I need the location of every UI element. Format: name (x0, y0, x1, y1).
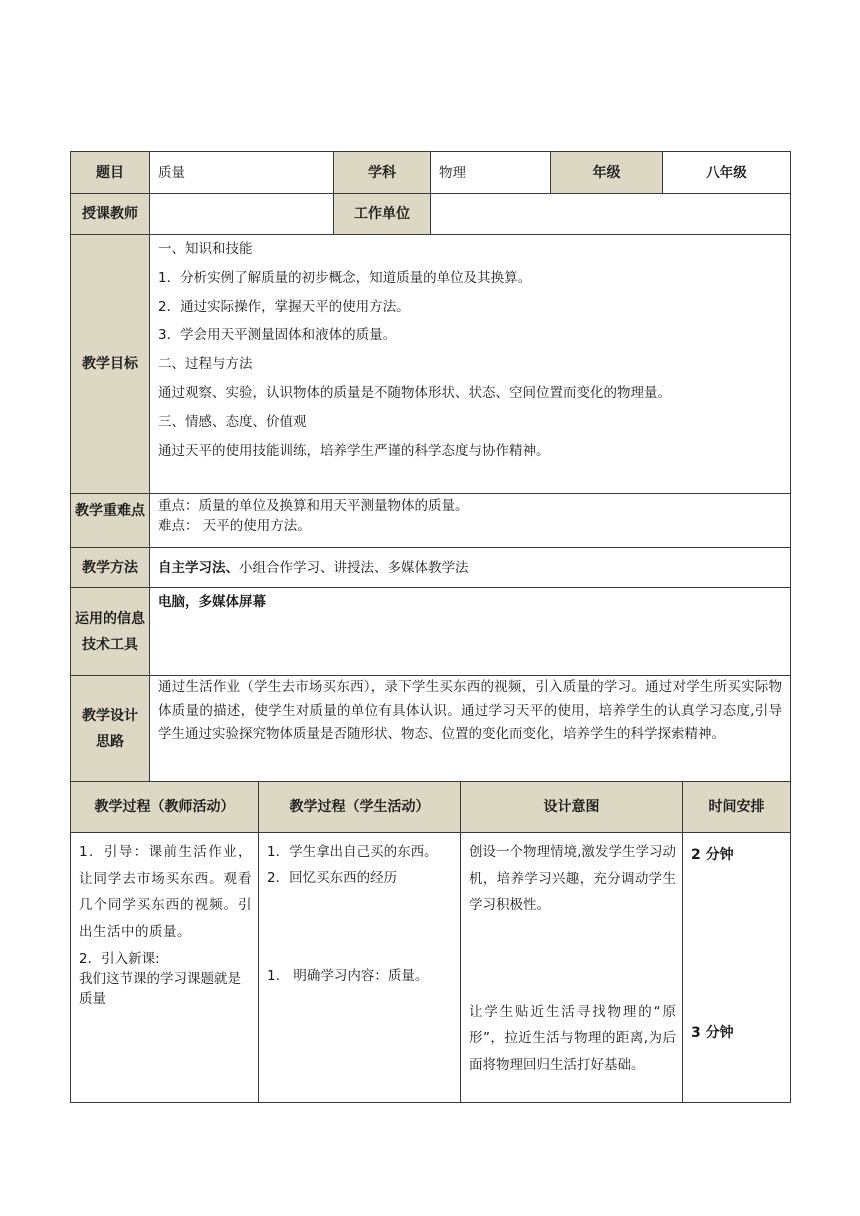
teacher-activity-cell (71, 833, 259, 1103)
student-step-2: 2．回忆买东西的经历 (267, 870, 398, 886)
methods-content (150, 548, 791, 588)
key-points-label: 教学重难点 (71, 494, 150, 548)
objective-line: 一、知识和技能 (158, 241, 253, 257)
student-step-1: 1．学生拿出自己买的东西。 (267, 844, 438, 860)
topic-value: 质量 (150, 152, 334, 194)
subject-label: 学科 (334, 152, 431, 194)
time-2: 3 分钟 (691, 1025, 734, 1041)
teacher-step-2-body: 我们这节课的学习课题就是质量 (79, 971, 241, 1007)
unit-value (431, 194, 791, 235)
objective-line: 1．分析实例了解质量的初步概念，知道质量的单位及其换算。 (158, 269, 532, 286)
objective-line: 二、过程与方法 (158, 356, 253, 373)
unit-label: 工作单位 (334, 194, 431, 235)
objectives-label: 教学目标 (71, 235, 150, 494)
teacher-step-1: 1．引导：课前生活作业，让同学去市场买东西。观看几个同学买东西的视频。引出生活中的质量。 (79, 844, 252, 940)
col-time: 时间安排 (683, 782, 791, 833)
col-student-activity: 教学过程（学生活动） (259, 782, 461, 833)
key-points-content (150, 494, 791, 548)
difficulty-line: 难点： 天平的使用方法。 (158, 518, 311, 534)
intent-2: 让学生贴近生活寻找物理的“原形”，拉近生活与物理的距离,为后面将物理回归生活打好基础。 (469, 1003, 676, 1073)
intent-1: 创设一个物理情境,激发学生学习动机，培养学习兴趣，充分调动学生学习积极性。 (469, 844, 676, 913)
methods-rest: 小组合作学习、讲授法、多媒体教学法 (239, 559, 469, 576)
tools-value: 电脑，多媒体屏幕 (150, 588, 791, 676)
subject-value: 物理 (431, 152, 551, 194)
time-cell (683, 833, 791, 1103)
objective-line: 3．学会用天平测量固体和液体的质量。 (158, 327, 397, 344)
objectives-content (150, 235, 791, 494)
grade-value: 八年级 (663, 152, 791, 194)
student-step-3: 1． 明确学习内容：质量。 (267, 968, 429, 984)
teacher-step-2-title: 2．引入新课: (79, 951, 160, 967)
objective-line: 2．通过实际操作，掌握天平的使用方法。 (158, 298, 410, 315)
design-intent-cell (461, 833, 683, 1103)
teaching-process-table (70, 781, 791, 1103)
objective-line: 通过观察、实验，认识物体的质量是不随物体形状、状态、空间位置而变化的物理量。 (158, 384, 671, 401)
methods-label: 教学方法 (71, 548, 150, 588)
grade-label: 年级 (551, 152, 663, 194)
teacher-label: 授课教师 (71, 194, 150, 235)
student-activity-cell (259, 833, 461, 1103)
time-1: 2 分钟 (691, 847, 734, 863)
lesson-info-table (70, 151, 791, 782)
tools-label: 运用的信息技术工具 (71, 588, 150, 676)
teacher-value (150, 194, 334, 235)
col-teacher-activity: 教学过程（教师活动） (71, 782, 259, 833)
topic-label: 题目 (71, 152, 150, 194)
col-design-intent: 设计意图 (461, 782, 683, 833)
objective-line: 通过天平的使用技能训练，培养学生严谨的科学态度与协作精神。 (158, 442, 550, 459)
objective-line: 三、情感、态度、价值观 (158, 413, 307, 430)
methods-bold-part: 自主学习法、 (158, 559, 239, 576)
design-label: 教学设计思路 (71, 676, 150, 782)
design-text: 通过生活作业（学生去市场买东西），录下学生买东西的视频，引入质量的学习。通过对学生所买实际物体质量的描述，使学生对质量的单位有具体认识。通过学习天平的使用，培养学生的认真学习态度,引导学生通过实验探究物体质量是否随形状、物态、位置的变化而变化，培养学生的科学探索精神。 (150, 676, 791, 782)
lesson-plan-page (70, 151, 790, 1103)
key-point-line: 重点：质量的单位及换算和用天平测量物体的质量。 (158, 498, 469, 514)
